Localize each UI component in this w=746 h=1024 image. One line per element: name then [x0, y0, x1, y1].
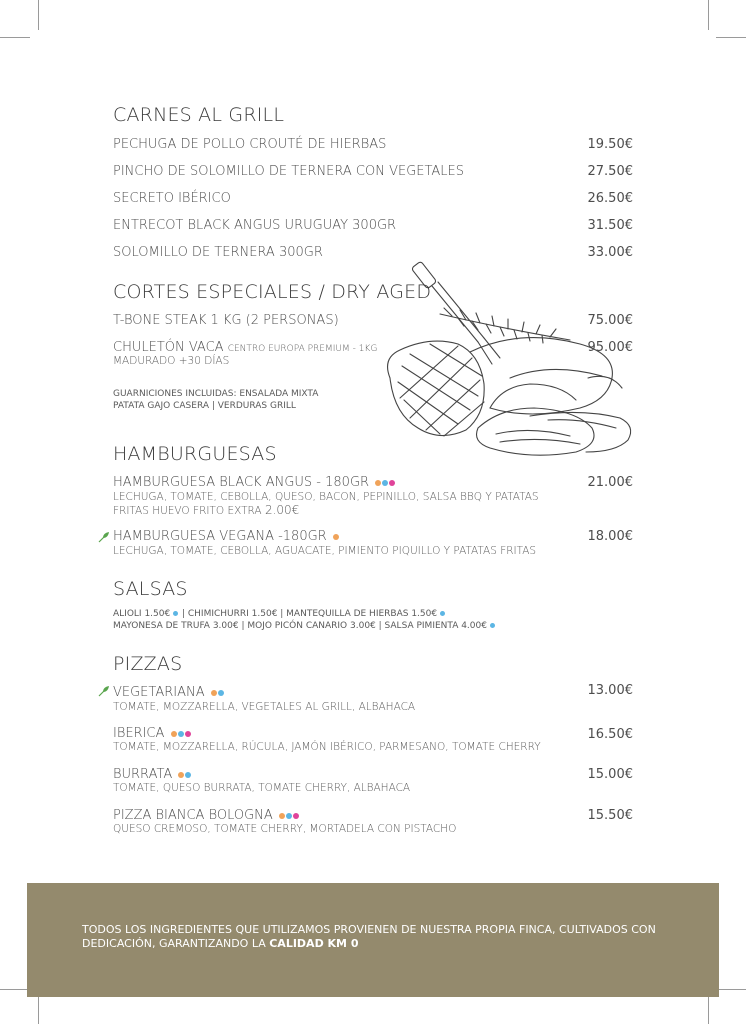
crop-mark: [0, 989, 30, 990]
salsa-alioli: ALIOLI 1.50€: [113, 609, 171, 619]
guarniciones-line: PATATA GAJO CASERA | VERDURAS GRILL: [113, 401, 296, 411]
menu-item-name: ENTRECOT BLACK ANGUS URUGUAY 300GR: [113, 218, 397, 233]
chuleton-aging: MADURADO +30 DÍAS: [113, 355, 230, 367]
allergen-dot-orange: [375, 480, 381, 486]
crop-mark: [0, 37, 30, 38]
pizza-bianca-name: PIZZA BIANCA BOLOGNA: [113, 808, 273, 823]
allergen-dot-orange: [211, 690, 217, 696]
allergen-dot-orange: [178, 772, 184, 778]
menu-item-name: PINCHO DE SOLOMILLO DE TERNERA CON VEGETALES: [113, 164, 465, 179]
allergen-dot-blue: [218, 690, 224, 696]
menu-item-name: [113, 685, 225, 700]
menu-item-name: [113, 475, 396, 490]
menu-item-description: [113, 503, 299, 517]
allergen-dot-orange: [279, 813, 285, 819]
menu-item-description: QUESO CREMOSO, TOMATE CHERRY, MORTADELA CON PISTACHO: [113, 823, 457, 835]
allergen-dot-pink: [293, 813, 299, 819]
menu-item-name: [113, 340, 377, 355]
footer-text: [82, 923, 682, 951]
menu-item-price: 31.50€: [587, 218, 633, 233]
crop-mark: [708, 994, 709, 1024]
menu-item-price: 13.00€: [587, 683, 633, 698]
menu-item-price: 27.50€: [587, 164, 633, 179]
salsa-line2: MAYONESA DE TRUFA 3.00€ | MOJO PICÓN CANARIO 3.00€ | SALSA PIMIENTA 4.00€: [113, 621, 487, 631]
menu-item-name: T-BONE STEAK 1 KG (2 PERSONAS): [113, 313, 339, 328]
menu-item-name: SOLOMILLO DE TERNERA 300GR: [113, 245, 323, 260]
burger-vegana-name: HAMBURGUESA VEGANA -180GR: [113, 529, 327, 544]
menu-item-price: 95.00€: [587, 340, 633, 355]
burger-black-extra: 2.00€: [264, 503, 300, 517]
vegetarian-leaf-icon: [98, 685, 110, 697]
menu-item-name: [113, 726, 192, 741]
menu-item-name: [113, 767, 192, 782]
allergen-dot-blue: [490, 623, 495, 628]
allergen-dots: [171, 726, 192, 741]
menu-item-description: LECHUGA, TOMATE, CEBOLLA, QUESO, BACON, PEPINILLO, SALSA BBQ Y PATATAS: [113, 491, 539, 503]
allergen-dot-orange: [171, 731, 177, 737]
menu-item-price: 16.50€: [587, 727, 633, 742]
burger-black-name: HAMBURGUESA BLACK ANGUS - 180GR: [113, 475, 370, 490]
menu-item-name: PECHUGA DE POLLO CROUTÉ DE HIERBAS: [113, 137, 387, 152]
salsas-line: [113, 609, 446, 619]
menu-item-name: SECRETO IBÉRICO: [113, 191, 231, 206]
section-title-salsas: SALSAS: [113, 578, 188, 600]
allergen-dots: [178, 767, 192, 782]
allergen-dots: [375, 475, 396, 490]
allergen-dot-blue: [178, 731, 184, 737]
vegan-leaf-icon: [98, 531, 110, 543]
menu-item-description: LECHUGA, TOMATE, CEBOLLA, AGUACATE, PIMIENTO PIQUILLO Y PATATAS FRITAS: [113, 545, 537, 557]
menu-item-price: 75.00€: [587, 313, 633, 328]
section-title-cortes: CORTES ESPECIALES / DRY AGED: [113, 281, 432, 303]
allergen-dot-blue: [382, 480, 388, 486]
menu-item-description: TOMATE, QUESO BURRATA, TOMATE CHERRY, ALBAHACA: [113, 782, 411, 794]
menu-item-price: 15.00€: [587, 767, 633, 782]
footer-sentence: TODOS LOS INGREDIENTES QUE UTILIZAMOS PROVIENEN DE NUESTRA PROPIA FINCA, CULTIVADOS CON DEDICACIÓN, GARANTIZANDO LA: [82, 923, 656, 950]
allergen-dot-pink: [185, 731, 191, 737]
chuleton-detail: CENTRO EUROPA PREMIUM - 1KG: [227, 344, 378, 354]
section-title-carnes: CARNES AL GRILL: [113, 104, 285, 126]
allergen-dot-blue: [286, 813, 292, 819]
menu-item-price: 26.50€: [587, 191, 633, 206]
menu-item-price: 18.00€: [587, 529, 633, 544]
crop-mark: [716, 989, 746, 990]
allergen-dots: [279, 808, 300, 823]
pizza-vegetariana-name: VEGETARIANA: [113, 685, 205, 700]
crop-mark: [716, 37, 746, 38]
allergen-dots: [333, 529, 340, 544]
menu-item-price: 33.00€: [587, 245, 633, 260]
crop-mark: [38, 0, 39, 30]
menu-item-description: TOMATE, MOZZARELLA, VEGETALES AL GRILL, ALBAHACA: [113, 701, 416, 713]
pizza-iberica-name: IBERICA: [113, 726, 165, 741]
burger-black-desc2: FRITAS HUEVO FRITO EXTRA: [113, 505, 262, 517]
menu-item-description: TOMATE, MOZZARELLA, RÚCULA, JAMÓN IBÉRICO, PARMESANO, TOMATE CHERRY: [113, 741, 541, 753]
menu-item-price: 15.50€: [587, 808, 633, 823]
menu-item-price: 19.50€: [587, 137, 633, 152]
salsas-line: [113, 621, 496, 631]
menu-item-name: [113, 808, 300, 823]
guarniciones-line: GUARNICIONES INCLUIDAS: ENSALADA MIXTA: [113, 389, 319, 399]
allergen-dot-orange: [333, 534, 339, 540]
allergen-dot-pink: [389, 480, 395, 486]
allergen-dots: [211, 685, 225, 700]
crop-mark: [708, 0, 709, 30]
salsa-others: | CHIMICHURRI 1.50€ | MANTEQUILLA DE HIERBAS 1.50€: [181, 609, 438, 619]
pizza-burrata-name: BURRATA: [113, 767, 173, 782]
section-title-pizzas: PIZZAS: [113, 653, 183, 675]
menu-item-price: 21.00€: [587, 475, 633, 490]
footer-highlight: CALIDAD KM 0: [269, 937, 359, 950]
crop-mark: [38, 994, 39, 1024]
section-title-hamburguesas: HAMBURGUESAS: [113, 443, 277, 465]
allergen-dot-blue: [440, 611, 445, 616]
allergen-dot-blue: [185, 772, 191, 778]
chuleton-name: CHULETÓN VACA: [113, 340, 224, 355]
allergen-dot-blue: [173, 611, 178, 616]
menu-item-name: [113, 529, 340, 544]
footer-banner: [27, 883, 719, 997]
